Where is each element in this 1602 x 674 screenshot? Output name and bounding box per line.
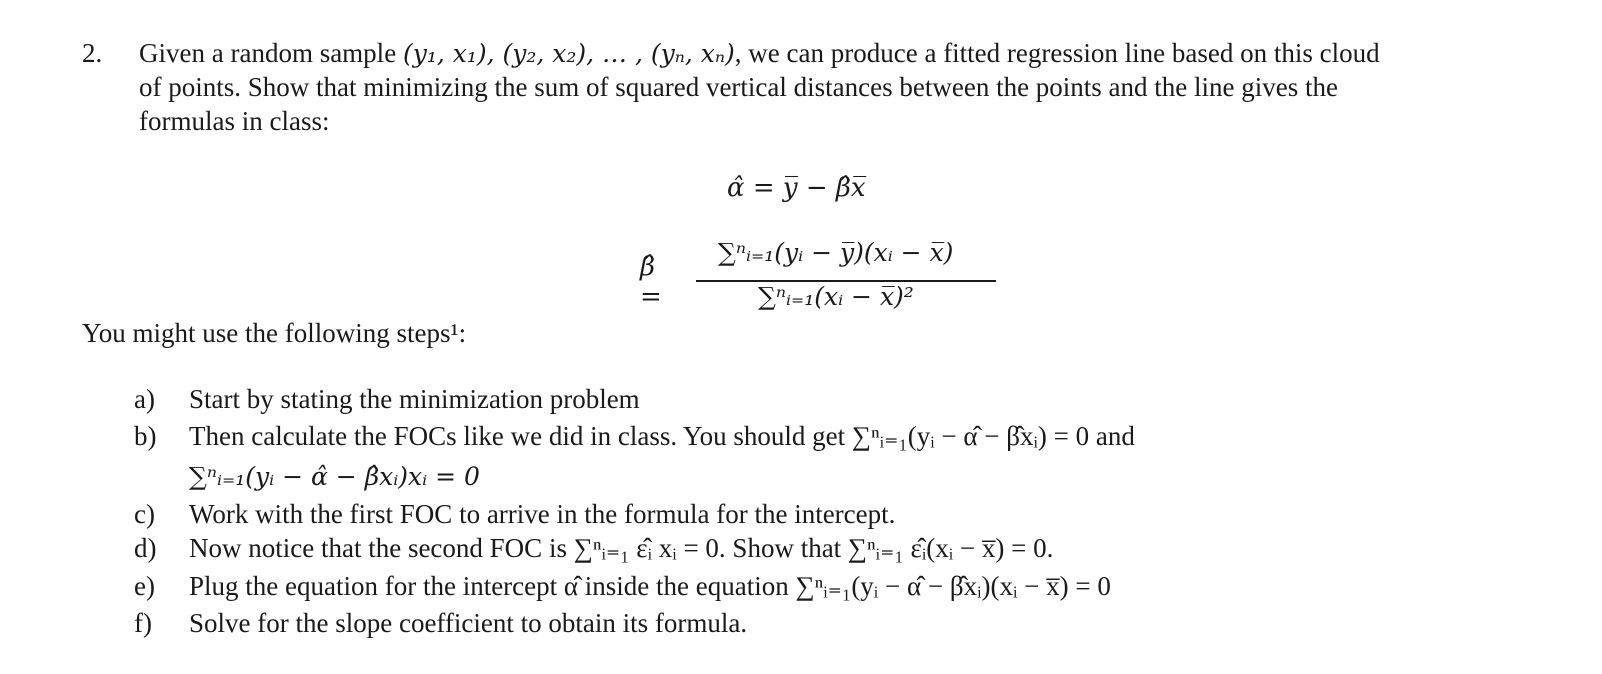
step-d-text: Now notice that the second FOC is ∑ⁿᵢ₌₁ ε̂ᵢ xᵢ = 0. Show that ∑ⁿᵢ₌₁ ε̂ᵢ(xᵢ − x̅) = 0. (189, 533, 1054, 563)
step-f-letter: f) (134, 608, 152, 638)
problem-line-1-end: , we can produce a fitted regression line based on this cloud (734, 38, 1380, 68)
step-c-text: Work with the first FOC to arrive in the formula for the intercept. (189, 499, 896, 529)
alpha-hat-formula: α̂ = y̅ − β̂x̅ (727, 173, 866, 203)
problem-line-1-start: Given a random sample (139, 38, 403, 68)
step-e-text: Plug the equation for the intercept α̂ inside the equation ∑ⁿᵢ₌₁(yᵢ − α̂ − β̂xᵢ)(xᵢ − x̅) = 0 (189, 571, 1111, 601)
sample-notation: (y₁, x₁), (y₂, x₂), … , (yₙ, xₙ) (402, 39, 735, 68)
problem-number: 2. (82, 38, 103, 68)
beta-hat-lhs: β̂ = (640, 252, 662, 312)
step-f-text: Solve for the slope coefficient to obtain its formula. (189, 608, 748, 638)
beta-denominator: ∑ⁿᵢ₌₁(xᵢ − x̅)² (758, 282, 914, 311)
step-b-text: Then calculate the FOCs like we did in class. You should get ∑ⁿᵢ₌₁(yᵢ − α̂ − β̂xᵢ) = 0 and (189, 421, 1135, 451)
step-a-letter: a) (134, 384, 155, 414)
problem-line-3: formulas in class: (139, 106, 330, 136)
step-c-letter: c) (134, 499, 155, 529)
beta-numerator: ∑ⁿᵢ₌₁(yᵢ − y̅)(xᵢ − x̅) (718, 238, 954, 267)
problem-line-2: of points. Show that minimizing the sum of squared vertical distances between the points and the line gives the (139, 72, 1338, 102)
step-a-text: Start by stating the minimization problem (189, 384, 640, 414)
steps-intro: You might use the following steps¹: (82, 318, 467, 348)
step-b-letter: b) (134, 421, 157, 451)
problem-line-1 (139, 36, 1380, 71)
step-b-second-foc: ∑ⁿᵢ₌₁(yᵢ − α̂ − β̂xᵢ)xᵢ = 0 (189, 462, 480, 491)
step-d-letter: d) (134, 533, 157, 563)
step-e-letter: e) (134, 571, 155, 601)
